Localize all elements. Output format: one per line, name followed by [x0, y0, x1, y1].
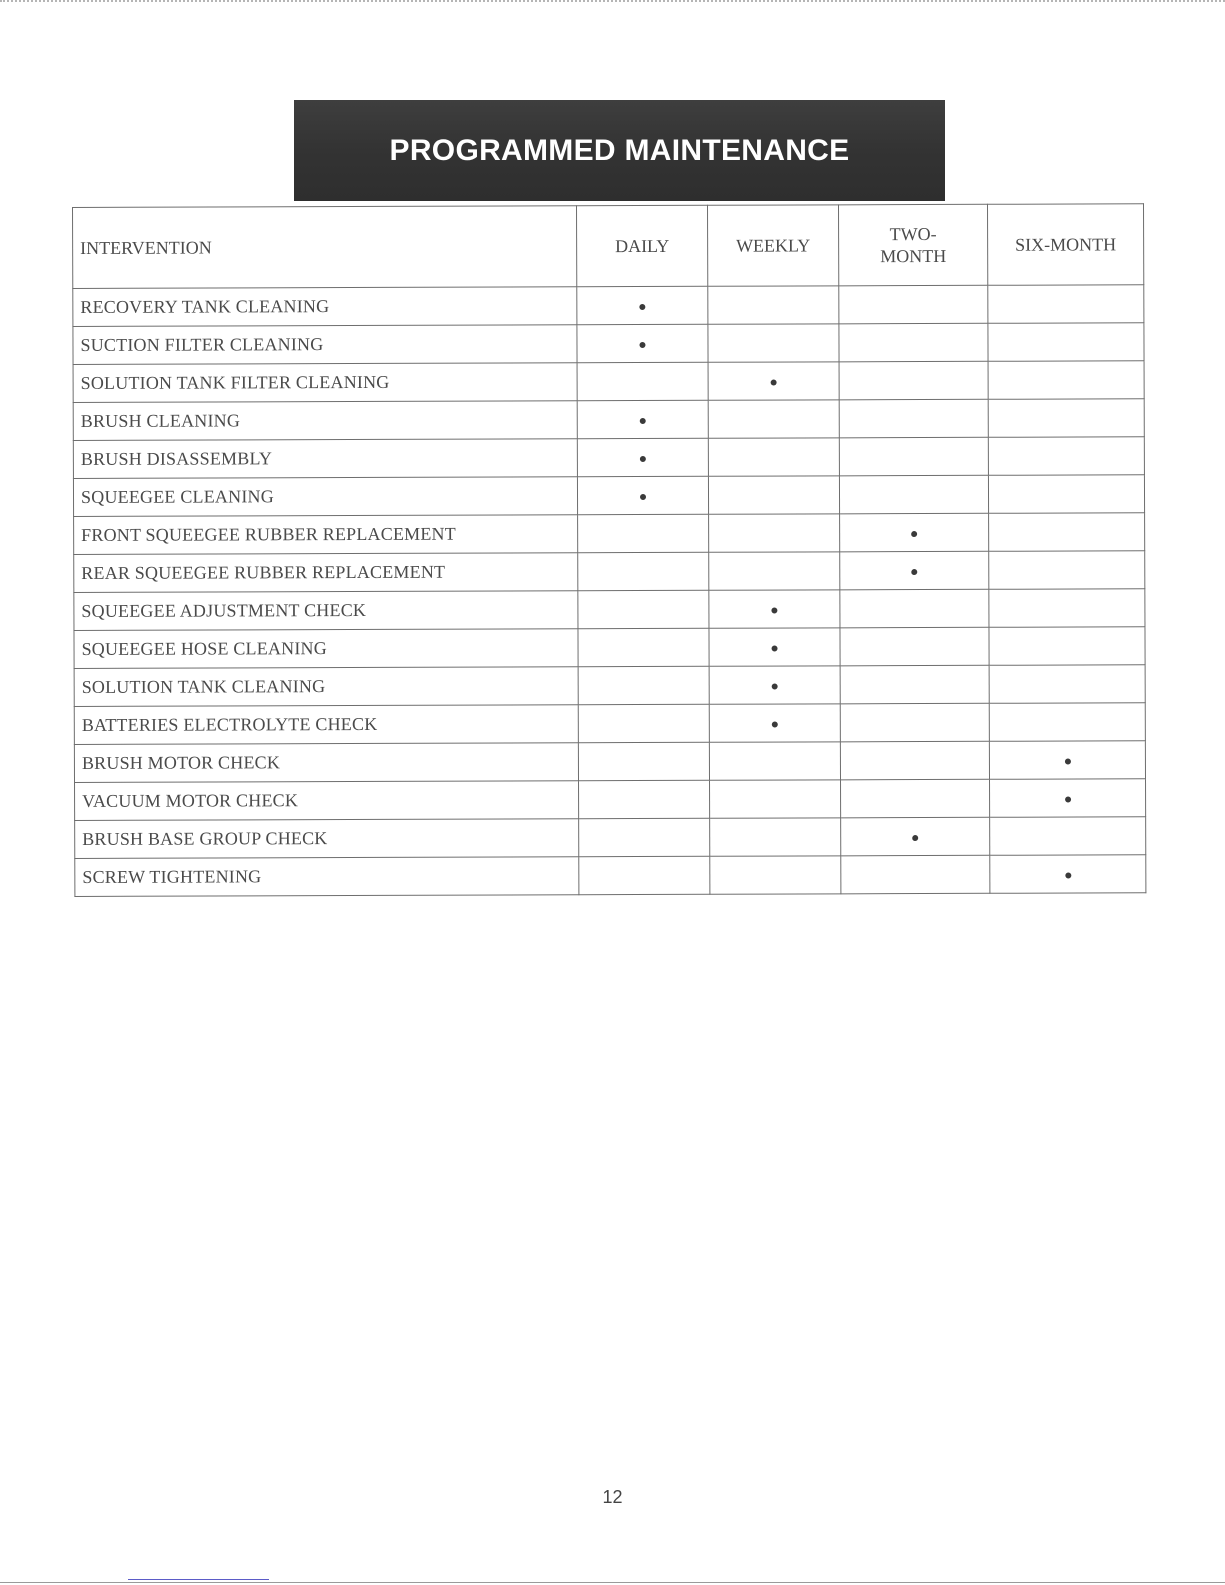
- cell-daily: [577, 286, 708, 324]
- cell-weekly: [709, 628, 840, 666]
- cell-weekly: [708, 286, 839, 324]
- cell-weekly: [709, 704, 840, 742]
- cell-two-month: [840, 513, 989, 552]
- task-name: SQUEEGEE HOSE CLEANING: [74, 629, 578, 669]
- page-bottom-rule: [0, 1582, 1225, 1583]
- bullet-dot-icon: [772, 721, 778, 727]
- cell-daily: [579, 780, 710, 818]
- task-name: FRONT SQUEEGEE RUBBER REPLACEMENT: [74, 515, 578, 555]
- cell-weekly: [709, 742, 840, 780]
- header-two-month-line2: MONTH: [880, 245, 947, 267]
- cell-daily: [578, 666, 709, 704]
- cell-six-month: [989, 665, 1145, 704]
- cell-six-month: [988, 399, 1144, 438]
- task-name: SOLUTION TANK FILTER CLEANING: [73, 363, 577, 403]
- cell-six-month: [988, 437, 1144, 476]
- bullet-dot-icon: [911, 569, 917, 575]
- cell-six-month: [989, 513, 1145, 552]
- header-intervention: INTERVENTION: [73, 206, 577, 289]
- cell-daily: [579, 856, 710, 894]
- cell-two-month: [839, 475, 988, 514]
- task-name: RECOVERY TANK CLEANING: [73, 287, 577, 327]
- table-row: [74, 741, 1145, 783]
- cell-daily: [578, 704, 709, 742]
- task-name: BRUSH BASE GROUP CHECK: [75, 819, 579, 859]
- bullet-dot-icon: [1064, 758, 1070, 764]
- bullet-dot-icon: [772, 645, 778, 651]
- cell-daily: [578, 628, 709, 666]
- cell-weekly: [709, 552, 840, 590]
- cell-six-month: [988, 475, 1144, 514]
- cell-six-month: [989, 589, 1145, 628]
- cell-daily: [578, 742, 709, 780]
- footer-link-underline: [128, 1579, 269, 1580]
- cell-weekly: [708, 476, 839, 514]
- task-name: BATTERIES ELECTROLYTE CHECK: [74, 705, 578, 745]
- cell-two-month: [840, 703, 989, 742]
- bullet-dot-icon: [640, 456, 646, 462]
- cell-daily: [577, 476, 708, 514]
- table-row: [74, 589, 1145, 631]
- table-row: [73, 437, 1144, 479]
- task-name: REAR SQUEEGEE RUBBER REPLACEMENT: [74, 553, 578, 593]
- cell-weekly: [710, 856, 841, 894]
- header-weekly: WEEKLY: [707, 205, 838, 286]
- task-name: SCREW TIGHTENING: [75, 857, 579, 897]
- cell-two-month: [841, 817, 990, 856]
- cell-two-month: [840, 551, 989, 590]
- table-row: [74, 627, 1145, 669]
- cell-two-month: [840, 741, 989, 780]
- maintenance-table: [72, 203, 1146, 897]
- header-daily: DAILY: [576, 205, 707, 286]
- task-name: SUCTION FILTER CLEANING: [73, 325, 577, 365]
- bullet-dot-icon: [772, 683, 778, 689]
- table-row: [74, 665, 1145, 707]
- cell-two-month: [839, 437, 988, 476]
- bullet-dot-icon: [911, 531, 917, 537]
- cell-two-month: [841, 855, 990, 894]
- task-name: BRUSH DISASSEMBLY: [73, 439, 577, 479]
- cell-six-month: [988, 285, 1144, 324]
- table-row: [73, 399, 1144, 441]
- task-name: SQUEEGEE ADJUSTMENT CHECK: [74, 591, 578, 631]
- cell-two-month: [840, 665, 989, 704]
- cell-weekly: [709, 590, 840, 628]
- cell-two-month: [839, 399, 988, 438]
- cell-two-month: [839, 323, 988, 362]
- cell-weekly: [710, 818, 841, 856]
- bullet-dot-icon: [640, 418, 646, 424]
- table-row: [75, 817, 1146, 859]
- header-two-month: [838, 204, 987, 286]
- cell-six-month: [989, 551, 1145, 590]
- cell-weekly: [710, 780, 841, 818]
- cell-six-month: [988, 323, 1144, 362]
- cell-daily: [578, 552, 709, 590]
- cell-weekly: [708, 362, 839, 400]
- cell-daily: [577, 438, 708, 476]
- bullet-dot-icon: [771, 607, 777, 613]
- header-two-month-line1: TWO-: [889, 223, 937, 245]
- table-row: [74, 551, 1145, 593]
- table-row: [73, 285, 1144, 327]
- task-name: BRUSH CLEANING: [73, 401, 577, 441]
- table-row: [75, 779, 1146, 821]
- cell-two-month: [840, 627, 989, 666]
- cell-daily: [577, 362, 708, 400]
- page-number: 12: [602, 1487, 623, 1507]
- table-row: [73, 475, 1144, 517]
- table-row: [73, 323, 1144, 365]
- header-six-month: SIX-MONTH: [987, 204, 1143, 286]
- cell-daily: [577, 324, 708, 362]
- cell-daily: [579, 818, 710, 856]
- table-header-row: [73, 204, 1144, 289]
- table-row: [74, 513, 1145, 555]
- cell-daily: [578, 590, 709, 628]
- cell-daily: [578, 514, 709, 552]
- bullet-dot-icon: [639, 342, 645, 348]
- cell-weekly: [708, 324, 839, 362]
- cell-six-month: [989, 741, 1145, 780]
- bullet-dot-icon: [912, 835, 918, 841]
- cell-two-month: [840, 589, 989, 628]
- cell-two-month: [839, 285, 988, 324]
- task-name: SOLUTION TANK CLEANING: [74, 667, 578, 707]
- cell-six-month: [990, 817, 1146, 856]
- task-name: SQUEEGEE CLEANING: [73, 477, 577, 517]
- bullet-dot-icon: [640, 494, 646, 500]
- cell-weekly: [709, 666, 840, 704]
- table-row: [75, 855, 1146, 897]
- table-row: [74, 703, 1145, 745]
- task-name: BRUSH MOTOR CHECK: [74, 743, 578, 783]
- bullet-dot-icon: [1065, 872, 1071, 878]
- page-title: PROGRAMMED MAINTENANCE: [389, 134, 850, 167]
- cell-six-month: [989, 703, 1145, 742]
- cell-six-month: [988, 361, 1144, 400]
- cell-six-month: [990, 779, 1146, 818]
- bullet-dot-icon: [639, 304, 645, 310]
- task-name: VACUUM MOTOR CHECK: [75, 781, 579, 821]
- bullet-dot-icon: [771, 379, 777, 385]
- cell-two-month: [841, 779, 990, 818]
- cell-weekly: [708, 400, 839, 438]
- cell-weekly: [709, 514, 840, 552]
- page-top-dotted-rule: [0, 0, 1225, 5]
- cell-daily: [577, 400, 708, 438]
- cell-two-month: [839, 361, 988, 400]
- cell-weekly: [708, 438, 839, 476]
- bullet-dot-icon: [1065, 796, 1071, 802]
- title-banner: [294, 100, 945, 201]
- table-row: [73, 361, 1144, 403]
- table-body: [73, 285, 1146, 897]
- cell-six-month: [990, 855, 1146, 894]
- cell-six-month: [989, 627, 1145, 666]
